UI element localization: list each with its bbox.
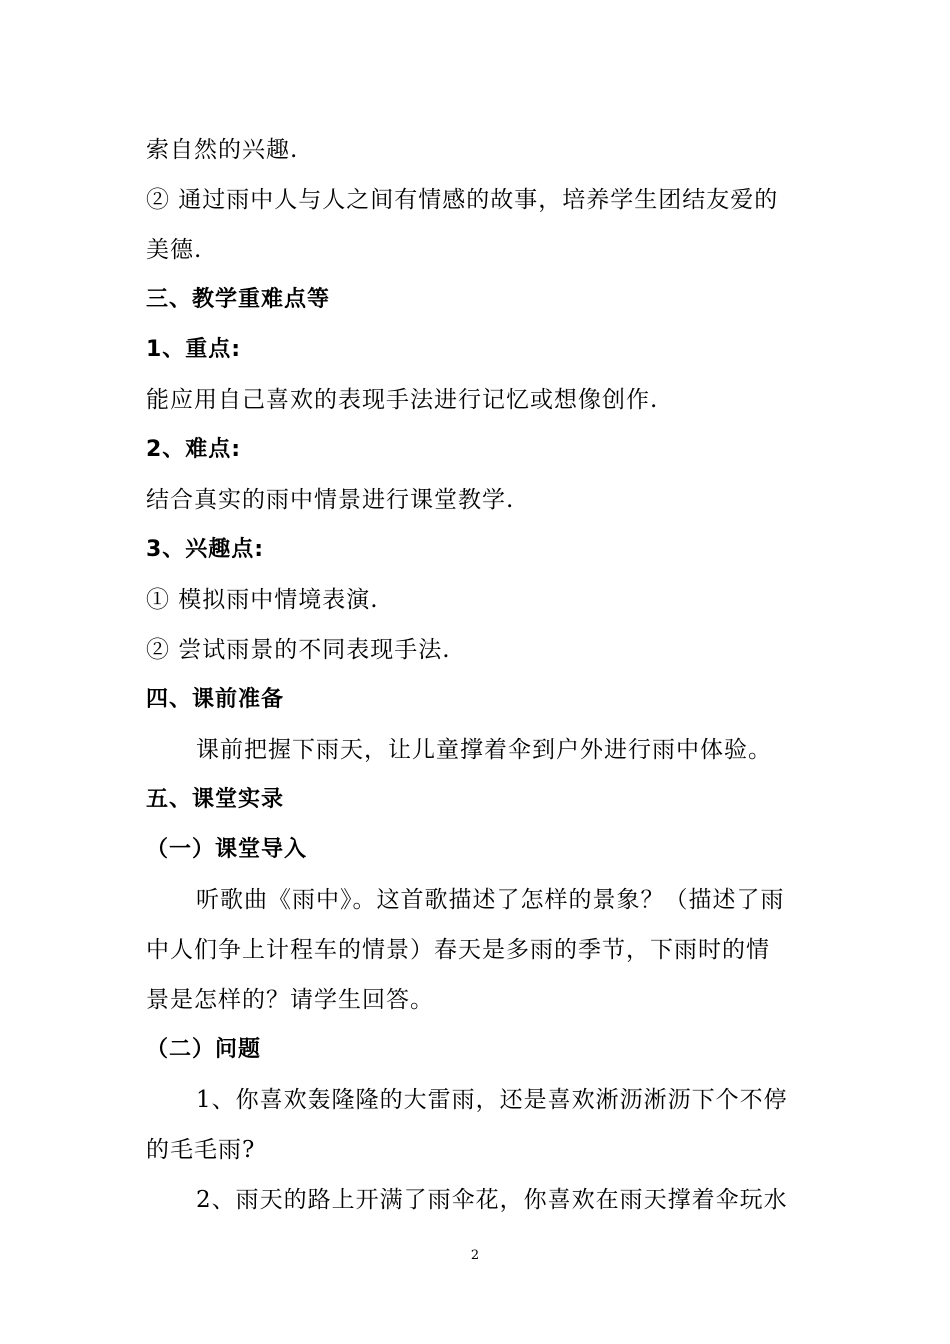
text-line: 美德. xyxy=(146,237,203,263)
text-line: 1、你喜欢轰隆隆的大雷雨，还是喜欢淅沥淅沥下个不停 xyxy=(196,1087,788,1113)
page-number: 2 xyxy=(470,1248,480,1263)
subsection-heading: 2、难点: xyxy=(146,437,242,462)
subsection-heading: 3、兴趣点: xyxy=(146,537,265,562)
text-line: 索自然的兴趣. xyxy=(146,137,299,163)
subsection-heading: （二）问题 xyxy=(146,1037,262,1062)
text-line: 2、雨天的路上开满了雨伞花，你喜欢在雨天撑着伞玩水 xyxy=(196,1187,788,1213)
subsection-heading: 1、重点: xyxy=(146,337,242,362)
text-line: 结合真实的雨中情景进行课堂教学. xyxy=(146,487,515,513)
text-line: ① 模拟雨中情境表演. xyxy=(146,587,379,613)
text-line: 课前把握下雨天，让儿童撑着伞到户外进行雨中体验。 xyxy=(196,737,772,763)
section-heading: 五、课堂实录 xyxy=(146,787,285,812)
text-line: 景是怎样的？请学生回答。 xyxy=(146,987,434,1013)
text-line: 听歌曲《雨中》。这首歌描述了怎样的景象？（描述了雨 xyxy=(196,887,785,913)
text-line: 中人们争上计程车的情景）春天是多雨的季节，下雨时的情 xyxy=(146,937,770,963)
section-heading: 三、教学重难点等 xyxy=(146,287,331,312)
text-line: ② 通过雨中人与人之间有情感的故事，培养学生团结友爱的 xyxy=(146,187,779,213)
text-line: ② 尝试雨景的不同表现手法. xyxy=(146,637,451,663)
text-line: 能应用自己喜欢的表现手法进行记忆或想像创作. xyxy=(146,387,659,413)
section-heading: 四、课前准备 xyxy=(146,687,285,712)
text-line: 的毛毛雨? xyxy=(146,1137,256,1163)
subsection-heading: （一）课堂导入 xyxy=(146,837,308,862)
